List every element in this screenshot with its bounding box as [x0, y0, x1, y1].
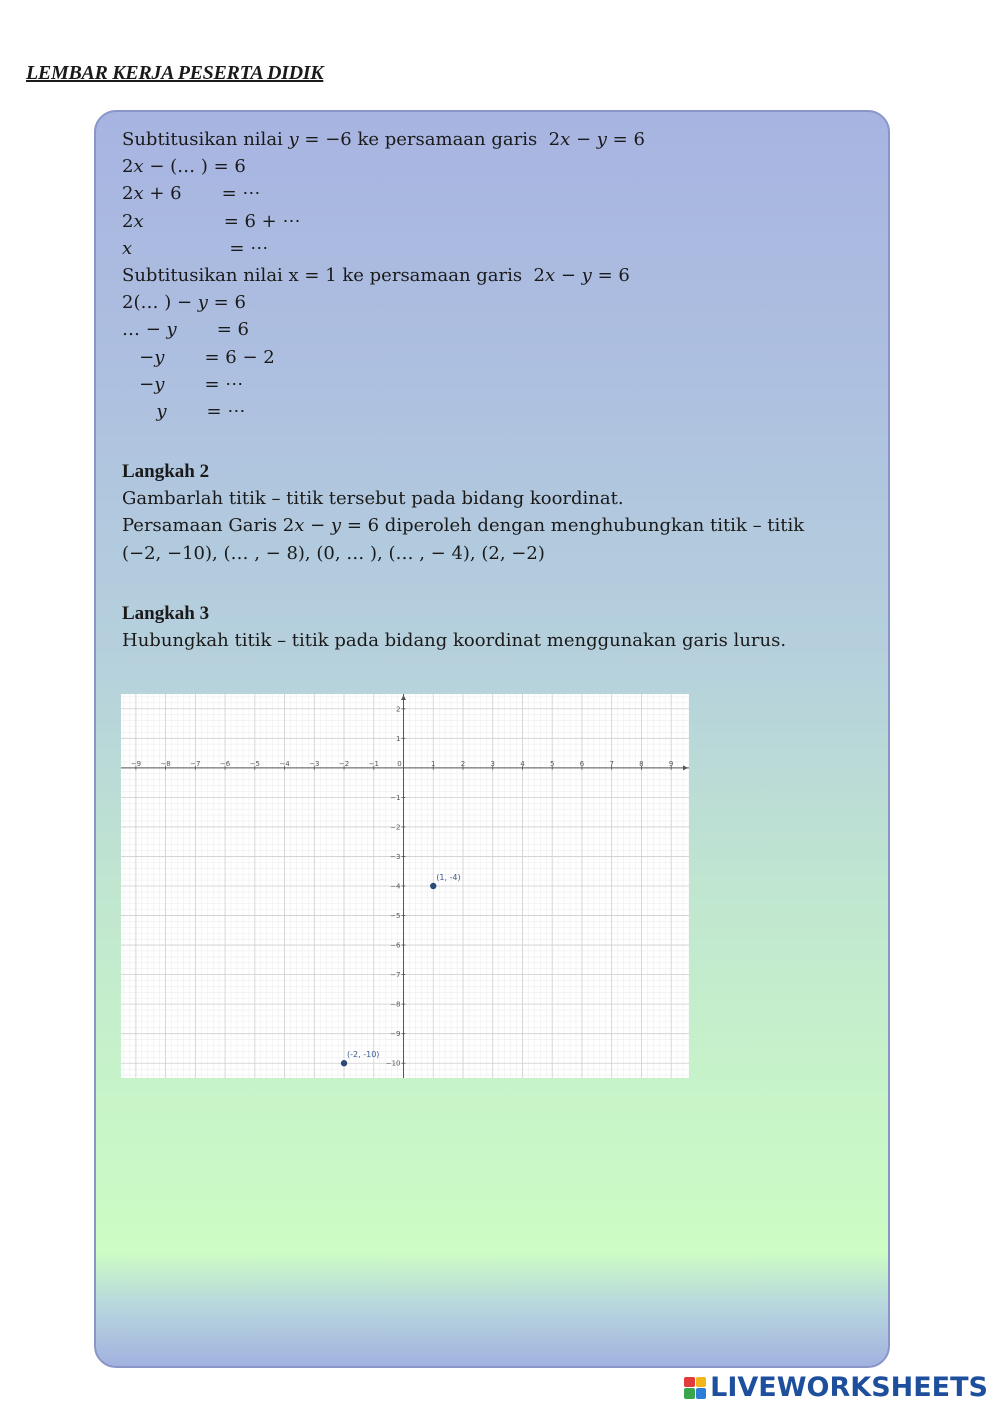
y-axis-arrow-icon: [401, 695, 406, 700]
data-point-label: (1, -4): [436, 873, 461, 882]
step1-line: 𝑦 = ⋯: [122, 400, 246, 422]
y-tick-label: −4: [390, 882, 401, 891]
x-tick-label: 0: [397, 759, 402, 768]
step1-line: … − 𝑦 = 6: [122, 319, 250, 341]
y-tick-label: −1: [390, 793, 401, 802]
x-tick-label: −3: [309, 759, 320, 768]
step2-section: [122, 458, 862, 567]
step3-line: Hubungkah titik – titik pada bidang koordinat menggunakan garis lurus.: [122, 630, 787, 651]
y-tick-label: −6: [390, 941, 401, 950]
x-tick-label: −5: [249, 759, 260, 768]
x-tick-label: −7: [190, 759, 201, 768]
y-tick-label: −8: [390, 1000, 401, 1009]
x-tick-label: 1: [431, 759, 436, 768]
step1-line: 2𝑥 = 6 + ⋯: [122, 210, 301, 232]
y-tick-label: −7: [390, 971, 401, 980]
liveworksheets-brand: [684, 1372, 988, 1403]
x-tick-label: 6: [579, 759, 585, 768]
x-axis-arrow-icon: [683, 765, 688, 770]
worksheet-content: [122, 126, 862, 654]
y-tick-label: −10: [385, 1059, 401, 1068]
step3-section: [122, 600, 862, 654]
step3-heading: Langkah 3: [122, 602, 210, 624]
step1-line: Subtitusikan nilai 𝑦 = −6 ke persamaan garis 2𝑥 − 𝑦 = 6: [122, 129, 645, 150]
brand-name: LIVEWORKSHEETS: [710, 1372, 988, 1403]
step2-line: Persamaan Garis 2𝑥 − 𝑦 = 6 diperoleh dengan menghubungkan titik – titik: [122, 515, 805, 537]
step1-line: 2(… ) − 𝑦 = 6: [122, 292, 246, 314]
x-tick-label: 2: [460, 759, 466, 768]
step1-line: 𝑥 = ⋯: [122, 237, 269, 259]
x-tick-label: −8: [160, 759, 171, 768]
step2-line: (−2, −10), (… , − 8), (0, … ), (… , − 4), (2, −2): [122, 542, 545, 564]
x-tick-label: −4: [279, 759, 290, 768]
x-tick-label: 5: [549, 759, 555, 768]
data-point: [341, 1060, 347, 1066]
step1-line: −𝑦 = 6 − 2: [122, 346, 275, 368]
step2-line: Gambarlah titik – titik tersebut pada bidang koordinat.: [122, 488, 624, 510]
x-tick-label: 7: [609, 759, 614, 768]
y-tick-label: −5: [390, 912, 401, 921]
step2-heading: Langkah 2: [122, 461, 210, 483]
x-tick-label: −9: [130, 759, 142, 768]
step1-line: 2𝑥 + 6 = ⋯: [122, 183, 261, 205]
coordinate-plane[interactable]: [121, 694, 689, 1078]
x-tick-label: −1: [368, 759, 379, 768]
data-point-label: (-2, -10): [347, 1050, 380, 1060]
x-tick-label: 3: [490, 759, 495, 768]
x-tick-label: −2: [338, 759, 350, 768]
step1-line: −𝑦 = ⋯: [122, 373, 244, 395]
x-tick-label: −6: [219, 759, 231, 768]
x-tick-label: 9: [668, 759, 674, 768]
step1-line: Subtitusikan nilai x = 1 ke persamaan garis 2𝑥 − 𝑦 = 6: [122, 264, 630, 286]
x-tick-label: 8: [639, 759, 644, 768]
y-tick-label: 2: [396, 705, 401, 714]
y-tick-label: −9: [390, 1030, 401, 1039]
step1-section: [122, 126, 862, 425]
y-tick-label: 1: [396, 734, 401, 743]
data-point: [430, 883, 436, 889]
y-tick-label: −3: [390, 852, 401, 861]
y-tick-label: −2: [390, 823, 401, 832]
liveworksheets-logo-icon: [684, 1377, 706, 1399]
worksheet-title: LEMBAR KERJA PESERTA DIDIK: [26, 62, 324, 84]
coordinate-plane-svg[interactable]: [121, 694, 689, 1078]
step1-line: 2𝑥 − (… ) = 6: [122, 156, 246, 178]
x-tick-label: 4: [520, 759, 525, 768]
